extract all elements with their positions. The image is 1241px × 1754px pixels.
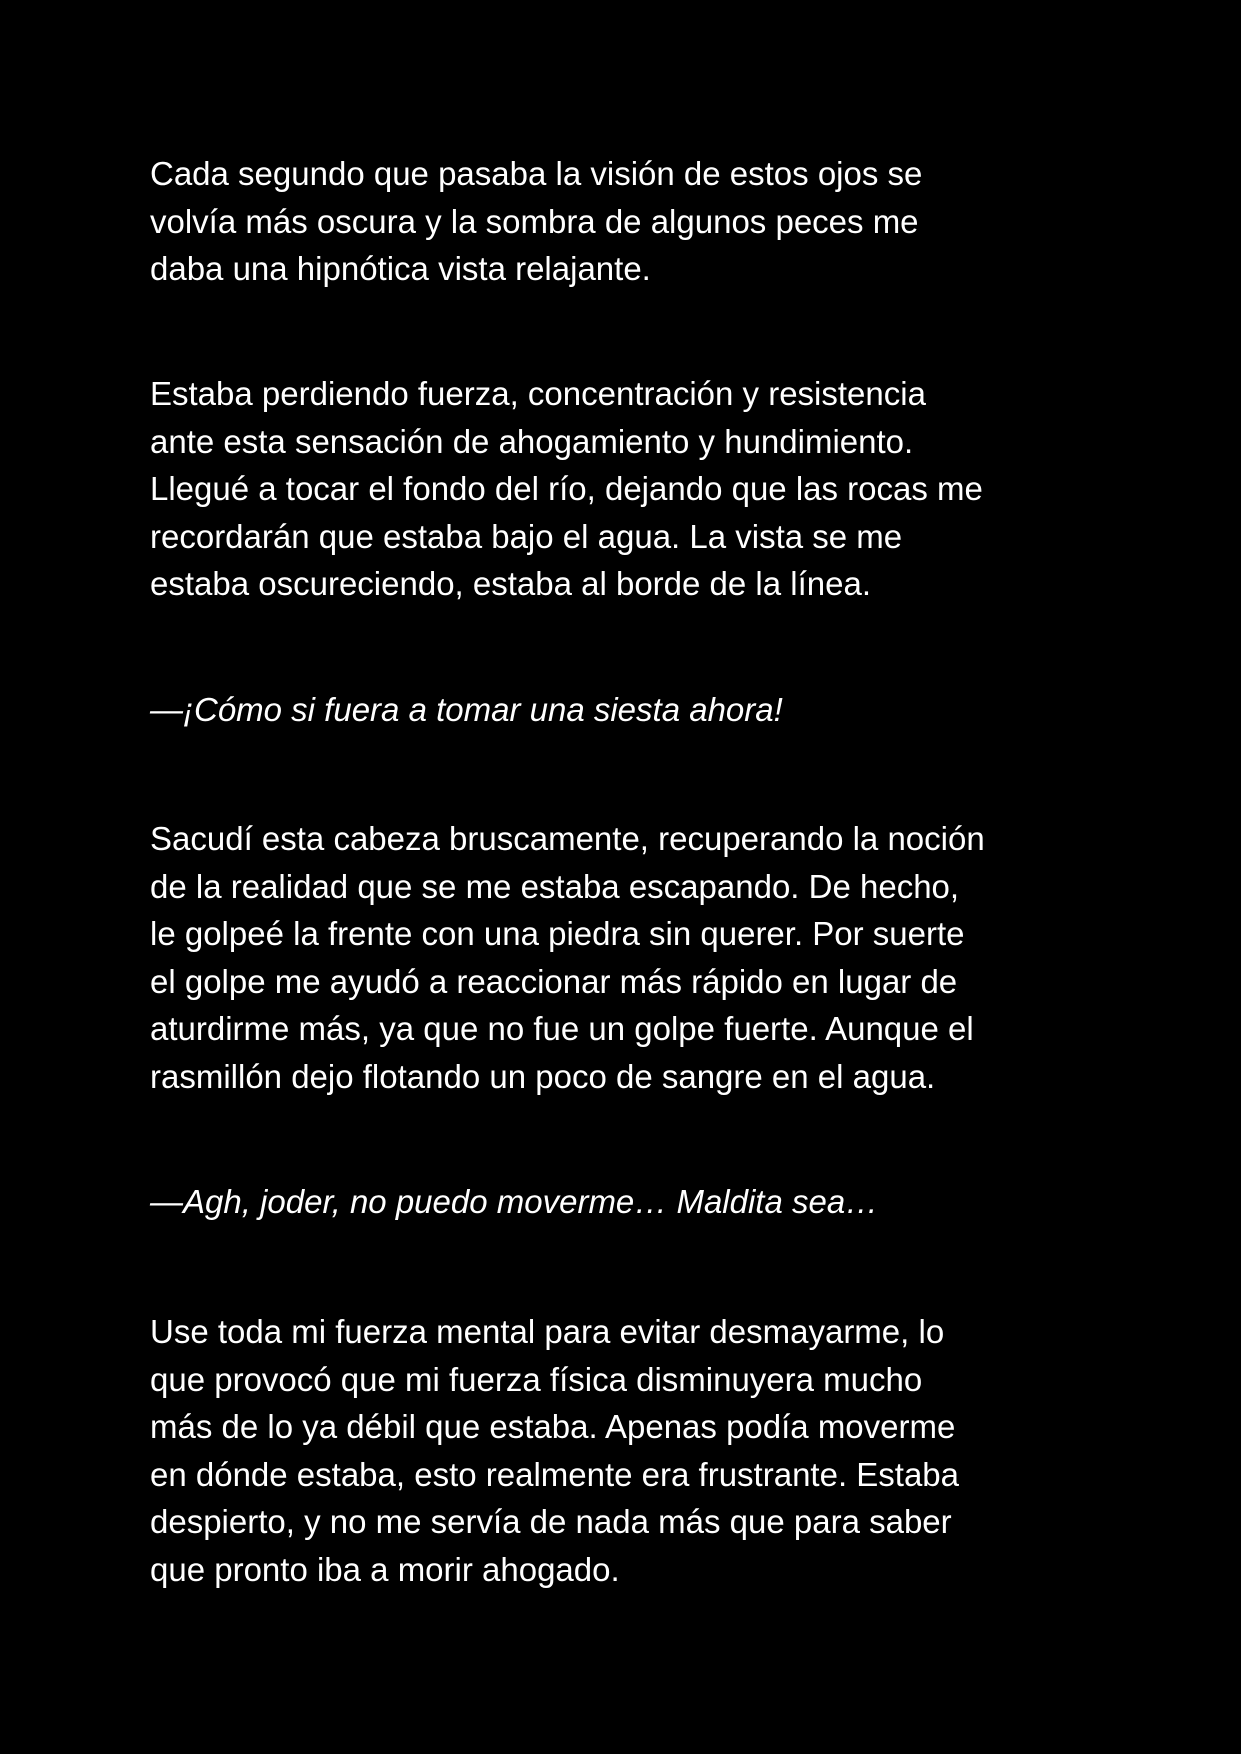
dialogue-2 [150,1178,878,1226]
paragraph-line: estaba oscureciendo, estaba al borde de la línea. [150,565,872,602]
paragraph-line: volvía más oscura y la sombra de algunos peces me [150,202,919,240]
paragraph-line: Cada segundo que pasaba la visión de estos ojos se [150,155,923,192]
paragraph-line: ante esta sensación de ahogamiento y hundimiento. [150,422,914,460]
paragraph-line: recordarán que estaba bajo el agua. La vista se me [150,517,903,555]
paragraph-line: Sacudí esta cabeza bruscamente, recuperando la noción [150,820,985,857]
paragraph-2 [150,370,983,608]
dialogue-line: —¡Cómo si fuera a tomar una siesta ahora! [150,691,783,728]
paragraph-line: el golpe me ayudó a reaccionar más rápido en lugar de [150,962,958,1000]
paragraph-line: en dónde estaba, esto realmente era frustrante. Estaba [150,1455,960,1493]
paragraph-line: Llegué a tocar el fondo del río, dejando que las rocas me [150,470,983,507]
paragraph-line: más de lo ya débil que estaba. Apenas podía moverme [150,1408,956,1445]
paragraph-line: aturdirme más, ya que no fue un golpe fuerte. Aunque el [150,1010,974,1047]
paragraph-line: Estaba perdiendo fuerza, concentración y resistencia [150,375,926,412]
dialogue-1 [150,686,783,734]
dialogue-line: —Agh, joder, no puedo moverme… Maldita sea… [150,1183,879,1220]
paragraph-4 [150,1308,959,1593]
paragraph-line: le golpeé la frente con una piedra sin querer. Por suerte [150,915,965,952]
paragraph-line: Use toda mi fuerza mental para evitar desmayarme, lo [150,1313,945,1350]
paragraph-line: de la realidad que se me estaba escapando. De hecho, [150,867,960,905]
paragraph-3 [150,815,985,1100]
paragraph-line: que pronto iba a morir ahogado. [150,1550,620,1588]
paragraph-line: despierto, y no me servía de nada más que para saber [150,1503,952,1540]
paragraph-line: rasmillón dejo flotando un poco de sangre en el agua. [150,1057,936,1095]
paragraph-line: que provocó que mi fuerza física disminuyera mucho [150,1360,923,1398]
paragraph-1 [150,150,922,293]
paragraph-line: daba una hipnótica vista relajante. [150,250,651,287]
